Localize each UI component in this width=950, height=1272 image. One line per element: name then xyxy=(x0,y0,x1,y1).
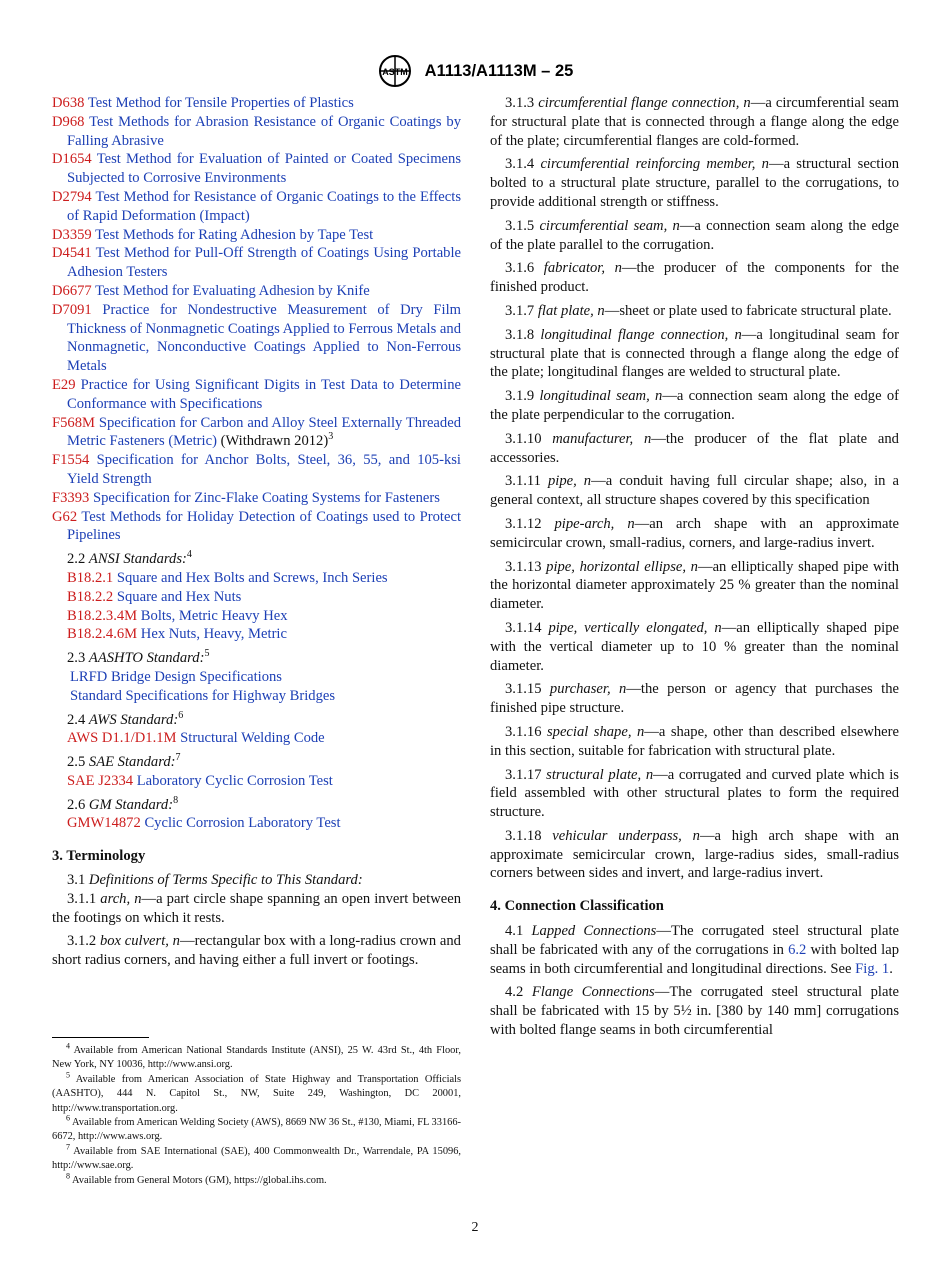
defined-term: circumferential flange connection, n xyxy=(538,95,751,111)
page-header xyxy=(0,54,950,88)
definition-text: —rectangular box with a long-radius crown and short radius corners, and having either a full invert or footings. xyxy=(52,933,461,969)
footnote xyxy=(52,1171,461,1188)
definitions-list xyxy=(490,94,899,883)
footnote-text: Available from SAE International (SAE), 400 Commonwealth Dr., Warrendale, PA 15096, http://www.sae.org. xyxy=(52,1145,461,1172)
paragraph-number: 3.1.17 xyxy=(505,766,542,783)
footnote-ref: 3 xyxy=(328,431,334,443)
definition-text: —a shape, other than described elsewhere in this section, suitable for fabrication with structural plate. xyxy=(490,723,899,759)
paragraph-number: 3.1.18 xyxy=(505,827,542,844)
reference-title[interactable]: Specification for Anchor Bolts, Steel, 36, 55, and 105-ksi Yield Strength xyxy=(67,452,461,487)
paragraph-number: 3.1.14 xyxy=(505,619,542,636)
paragraph-number: 3.1.1 xyxy=(67,890,97,907)
reference-title[interactable]: Test Method for Evaluation of Painted or Coated Specimens Subjected to Corrosive Environments xyxy=(67,151,461,187)
section-label: AASHTO Standard: xyxy=(88,650,205,667)
defined-term: flat plate, n xyxy=(537,302,605,319)
reference-title[interactable]: Hex Nuts, Heavy, Metric xyxy=(140,626,287,643)
section-number: 2.6 xyxy=(67,796,86,813)
reference-code[interactable]: D968 xyxy=(52,113,85,130)
paragraph-number: 3.1.12 xyxy=(505,515,542,532)
reference-entry[interactable] xyxy=(52,244,461,282)
paragraph-number: 3.1.13 xyxy=(505,558,542,575)
paragraph-number: 4.2 xyxy=(505,984,524,1001)
definition-paragraph xyxy=(490,515,899,553)
paragraph-number: 3.1.15 xyxy=(505,681,542,698)
definition-text: —a circumferential seam for structural plate that is connected through a flange along the edge of the plate; circumferential flanges are cold-formed. xyxy=(490,95,899,149)
document-designation: A1113/A1113M – 25 xyxy=(424,61,574,80)
aashto-standard-link[interactable]: Standard Specifications for Highway Bridges xyxy=(70,687,336,704)
reference-title[interactable]: Square and Hex Bolts and Screws, Inch Series xyxy=(116,569,388,586)
paragraph-number: 3.1.7 xyxy=(505,302,535,319)
definition-text: —sheet or plate used to fabricate structural plate. xyxy=(604,302,892,319)
footnotes xyxy=(52,1041,461,1188)
reference-entry[interactable] xyxy=(52,569,461,588)
reference-code[interactable]: D7091 xyxy=(52,301,92,318)
reference-entry[interactable] xyxy=(52,301,461,376)
definition-text: —a conduit having full circular shape; also, in a general context, all structure shapes covered by this specification xyxy=(490,473,899,509)
defined-term: purchaser, n xyxy=(549,681,627,698)
section-number: 2.4 xyxy=(67,711,86,728)
footnote-ref: 6 xyxy=(178,709,184,721)
paragraph-3-1 xyxy=(52,871,461,890)
defined-term: longitudinal flange connection, n xyxy=(540,326,742,343)
footnote-number: 8 xyxy=(66,1171,70,1181)
definition-paragraph xyxy=(490,259,899,297)
defined-term: longitudinal seam, n xyxy=(539,388,663,405)
definition-paragraph xyxy=(490,472,899,510)
section-2-4 xyxy=(52,711,461,749)
paragraph-text: . xyxy=(889,960,893,977)
reference-title[interactable]: Bolts, Metric Heavy Hex xyxy=(140,607,288,624)
paragraph-text: —The corrugated steel structural plate shall be fabricated with 15 by 5½ in. [380 by 140 mm] corrugations with bolted flange seams in both circumferential xyxy=(490,984,899,1039)
section-2-2 xyxy=(52,550,461,644)
reference-title[interactable]: Square and Hex Nuts xyxy=(116,588,242,605)
defined-term: circumferential seam, n xyxy=(539,217,680,234)
definition-text: —a structural section bolted to a structural plate structure, parallel to the corrugations, to provide additional strength or stiffness. xyxy=(490,156,899,210)
reference-entry[interactable] xyxy=(52,94,461,113)
footnote-ref: 5 xyxy=(204,648,210,660)
reference-entry[interactable] xyxy=(52,376,461,414)
reference-entry[interactable] xyxy=(52,508,461,546)
section-4-heading: 4. Connection Classification xyxy=(490,898,664,915)
reference-code[interactable]: D1654 xyxy=(52,151,92,168)
footnote-number: 7 xyxy=(66,1142,70,1152)
reference-code[interactable]: SAE J2334 xyxy=(67,772,134,789)
paragraph-number: 3.1.5 xyxy=(505,217,535,234)
reference-entry[interactable] xyxy=(52,150,461,188)
paragraph-text: —The corrugated steel structural plate shall be fabricated with any of the corrugations in xyxy=(490,923,899,958)
reference-code[interactable]: D638 xyxy=(52,95,85,111)
paragraph-number: 3.1.10 xyxy=(505,430,542,447)
paragraph-text: with bolted lap seams in both circumferential and longitudinal directions. See xyxy=(490,941,899,977)
section-number: 2.3 xyxy=(67,650,86,667)
paragraph-4-1 xyxy=(490,922,899,978)
reference-entry[interactable] xyxy=(52,489,461,508)
paragraph-number: 3.1.16 xyxy=(505,723,542,740)
reference-code[interactable]: F568M xyxy=(52,414,95,431)
section-label: ANSI Standards: xyxy=(88,551,187,568)
definition-paragraph xyxy=(490,619,899,675)
paragraph-number: 3.1.8 xyxy=(505,326,535,343)
definition-paragraph xyxy=(490,723,899,761)
paragraph-number: 3.1.9 xyxy=(505,388,535,405)
reference-entry[interactable] xyxy=(52,588,461,607)
reference-entry[interactable] xyxy=(52,414,461,452)
aashto-standard-link[interactable]: LRFD Bridge Design Specifications xyxy=(70,668,282,685)
definition-text: —a high arch shape with an approximate semicircular crown, large-radius sides, small-radius corners between sides and invert, and large-radius invert. xyxy=(490,827,899,882)
paragraph-4-2 xyxy=(490,983,899,1039)
reference-entry[interactable] xyxy=(52,625,461,644)
footnote-text: Available from American Association of State Highway and Transportation Officials (AASHTO), 444 N. Capitol St., NW, Suite 249, Washington, DC 20001, http://www.transportation.org. xyxy=(52,1073,461,1114)
defined-term: arch, n xyxy=(100,890,142,907)
reference-entry[interactable] xyxy=(52,282,461,301)
reference-code[interactable]: B18.2.1 xyxy=(67,569,114,586)
reference-code[interactable]: F3393 xyxy=(52,489,90,506)
paragraph-number: 3.1 xyxy=(67,872,86,889)
footnote-ref: 4 xyxy=(186,549,192,561)
defined-term: box culvert, n xyxy=(99,933,180,950)
definition-text: —an elliptically shaped pipe with the horizontal diameter approximately 25 % greater than the nominal diameter. xyxy=(490,558,899,613)
reference-title[interactable]: Laboratory Cyclic Corrosion Test xyxy=(136,772,333,789)
footnote-number: 5 xyxy=(66,1070,70,1080)
page-number: 2 xyxy=(471,1220,479,1235)
reference-entry[interactable] xyxy=(52,226,461,245)
reference-title[interactable]: Specification for Carbon and Alloy Steel Externally Threaded Metric Fasteners (Metric) xyxy=(67,414,461,450)
definition-paragraph xyxy=(490,217,899,255)
reference-title[interactable]: Test Methods for Holiday Detection of Coatings used to Protect Pipelines xyxy=(67,508,461,544)
defined-term: pipe, vertically elongated, n xyxy=(548,619,722,636)
section-link[interactable]: 6.2 xyxy=(788,941,807,958)
definition-paragraph xyxy=(490,558,899,614)
footnote xyxy=(52,1041,461,1073)
section-label: SAE Standard: xyxy=(88,754,176,771)
paragraph-text: Definitions of Terms Specific to This Standard: xyxy=(88,872,363,889)
paragraph-number: 3.1.11 xyxy=(505,473,541,490)
defined-term: structural plate, n xyxy=(546,766,654,783)
section-number: 2.5 xyxy=(67,754,86,771)
reference-code[interactable]: D3359 xyxy=(52,226,92,243)
reference-title[interactable]: Test Method for Evaluating Adhesion by Knife xyxy=(95,282,370,299)
reference-title[interactable]: Test Methods for Abrasion Resistance of Organic Coatings by Falling Abrasive xyxy=(67,113,461,149)
paragraph-number: 3.1.6 xyxy=(505,260,535,277)
paragraph-term: Flange Connections xyxy=(531,984,655,1001)
footnote-text: Available from American National Standards Institute (ANSI), 25 W. 43rd St., 4th Floor, New York, NY 10036, http://www.ansi.org. xyxy=(52,1045,461,1071)
reference-title[interactable]: Specification for Zinc-Flake Coating Systems for Fasteners xyxy=(92,489,440,506)
reference-code[interactable]: D4541 xyxy=(52,245,92,262)
definition-text: —a connection seam along the edge of the plate parallel to the corrugation. xyxy=(490,217,900,253)
reference-title[interactable]: Practice for Nondestructive Measurement of Dry Film Thickness of Nonmagnetic Coatings Applied to Ferrous Metals and Nonmagnetic, Nonconductive Coatings Applied to Non-Ferrous Metals xyxy=(67,301,461,375)
definition-paragraph xyxy=(490,430,899,468)
logo-text: ASTM xyxy=(381,67,408,77)
reference-code[interactable]: G62 xyxy=(52,508,78,525)
referenced-documents-list xyxy=(52,94,461,545)
reference-entry[interactable] xyxy=(52,188,461,226)
defined-term: pipe-arch, n xyxy=(554,515,635,532)
footnote-text: Available from General Motors (GM), https://global.ihs.com. xyxy=(72,1174,327,1186)
figure-link[interactable]: Fig. 1 xyxy=(855,960,890,977)
section-3-heading: 3. Terminology xyxy=(52,848,146,865)
definition-paragraph xyxy=(490,827,899,883)
reference-code[interactable]: D2794 xyxy=(52,188,92,205)
footnote-ref: 8 xyxy=(173,794,179,806)
reference-code[interactable]: GMW14872 xyxy=(67,815,141,832)
section-2-3 xyxy=(52,649,461,705)
reference-entry[interactable] xyxy=(52,814,461,833)
right-column xyxy=(490,94,899,1045)
definition-text: —the producer of the flat plate and accessories. xyxy=(490,430,899,466)
definition-paragraph xyxy=(490,155,899,211)
reference-entry[interactable] xyxy=(52,729,461,748)
withdrawn-note: (Withdrawn 2012) xyxy=(216,433,329,450)
definition-paragraph xyxy=(490,326,899,382)
footnote-number: 4 xyxy=(66,1041,70,1051)
footnote xyxy=(52,1113,461,1145)
ansi-standards-list xyxy=(52,569,461,644)
paragraph-3-1-1 xyxy=(52,890,461,928)
defined-term: pipe, horizontal ellipse, n xyxy=(546,558,698,575)
defined-term: fabricator, n xyxy=(543,260,622,277)
footnote-divider xyxy=(52,1037,149,1038)
definition-paragraph xyxy=(490,387,899,425)
footnote-number: 6 xyxy=(66,1113,70,1123)
definition-text: —an elliptically shaped pipe with the vertical diameter up to 10 % greater than the nominal diameter. xyxy=(490,619,899,674)
reference-title[interactable]: Test Method for Resistance of Organic Coatings to the Effects of Rapid Deformation (Impact) xyxy=(67,188,461,224)
definition-text: —the producer of the components for the finished product. xyxy=(490,260,900,296)
footnote xyxy=(52,1070,461,1116)
section-number: 2.2 xyxy=(67,551,86,568)
reference-code[interactable]: F1554 xyxy=(52,452,90,469)
definition-text: —the person or agency that purchases the finished pipe structure. xyxy=(490,681,899,717)
reference-title[interactable]: Practice for Using Significant Digits in Test Data to Determine Conformance with Specifications xyxy=(67,376,461,412)
paragraph-number: 3.1.3 xyxy=(505,95,535,111)
definition-text: —a connection seam along the edge of the plate perpendicular to the corrugation. xyxy=(490,388,899,423)
definition-paragraph xyxy=(490,302,899,321)
definition-paragraph xyxy=(490,94,899,150)
definition-paragraph xyxy=(490,680,899,718)
defined-term: manufacturer, n xyxy=(552,430,652,447)
astm-logo-icon xyxy=(377,54,413,88)
section-2-5 xyxy=(52,753,461,791)
reference-entry[interactable] xyxy=(52,772,461,791)
paragraph-number: 4.1 xyxy=(505,923,524,940)
reference-code[interactable]: B18.2.4.6M xyxy=(67,626,138,643)
paragraph-term: Lapped Connections xyxy=(531,923,657,940)
reference-entry[interactable] xyxy=(52,607,461,626)
definition-text: —a part circle shape spanning an open invert between the footings on which it rests. xyxy=(52,890,461,926)
definition-text: —a corrugated and curved plate which is field assembled with other structural plates to form the required structure. xyxy=(490,766,899,821)
reference-entry[interactable] xyxy=(52,113,461,151)
paragraph-number: 3.1.2 xyxy=(67,933,97,950)
reference-code[interactable]: D6677 xyxy=(52,282,92,299)
paragraph-3-1-2 xyxy=(52,932,461,970)
reference-code[interactable]: B18.2.2 xyxy=(67,588,114,605)
defined-term: vehicular underpass, n xyxy=(552,827,700,844)
section-label: AWS Standard: xyxy=(88,711,179,728)
definition-paragraph xyxy=(490,766,899,822)
reference-title[interactable]: Test Method for Pull-Off Strength of Coatings Using Portable Adhesion Testers xyxy=(67,245,461,281)
reference-code[interactable]: E29 xyxy=(52,376,76,393)
reference-title[interactable]: Structural Welding Code xyxy=(180,730,325,747)
reference-code[interactable]: AWS D1.1/D1.1M xyxy=(67,730,177,747)
footnote-text: Available from American Welding Society (AWS), 8669 NW 36 St., #130, Miami, FL 33166-6672, http://www.aws.org. xyxy=(52,1117,461,1143)
section-label: GM Standard: xyxy=(88,796,174,813)
defined-term: special shape, n xyxy=(546,723,645,740)
definition-text: —a longitudinal seam for structural plate that is connected through a flange along the edge of the plate; longitudinal flanges are welded to structural plate. xyxy=(490,326,899,381)
reference-title[interactable]: Cyclic Corrosion Laboratory Test xyxy=(144,815,341,832)
footnote xyxy=(52,1142,461,1174)
definition-text: —an arch shape with an approximate semicircular crown, small-radius, corners, and large-radius invert. xyxy=(490,515,899,551)
defined-term: pipe, n xyxy=(547,473,592,490)
reference-title[interactable]: Test Methods for Rating Adhesion by Tape Test xyxy=(95,226,374,243)
footnote-ref: 7 xyxy=(175,752,181,764)
paragraph-number: 3.1.4 xyxy=(505,156,535,173)
reference-entry[interactable] xyxy=(52,451,461,489)
reference-code[interactable]: B18.2.3.4M xyxy=(67,607,138,624)
reference-title[interactable]: Test Method for Tensile Properties of Plastics xyxy=(87,95,354,111)
section-2-6 xyxy=(52,796,461,834)
left-column xyxy=(52,94,461,970)
defined-term: circumferential reinforcing member, n xyxy=(540,156,769,173)
